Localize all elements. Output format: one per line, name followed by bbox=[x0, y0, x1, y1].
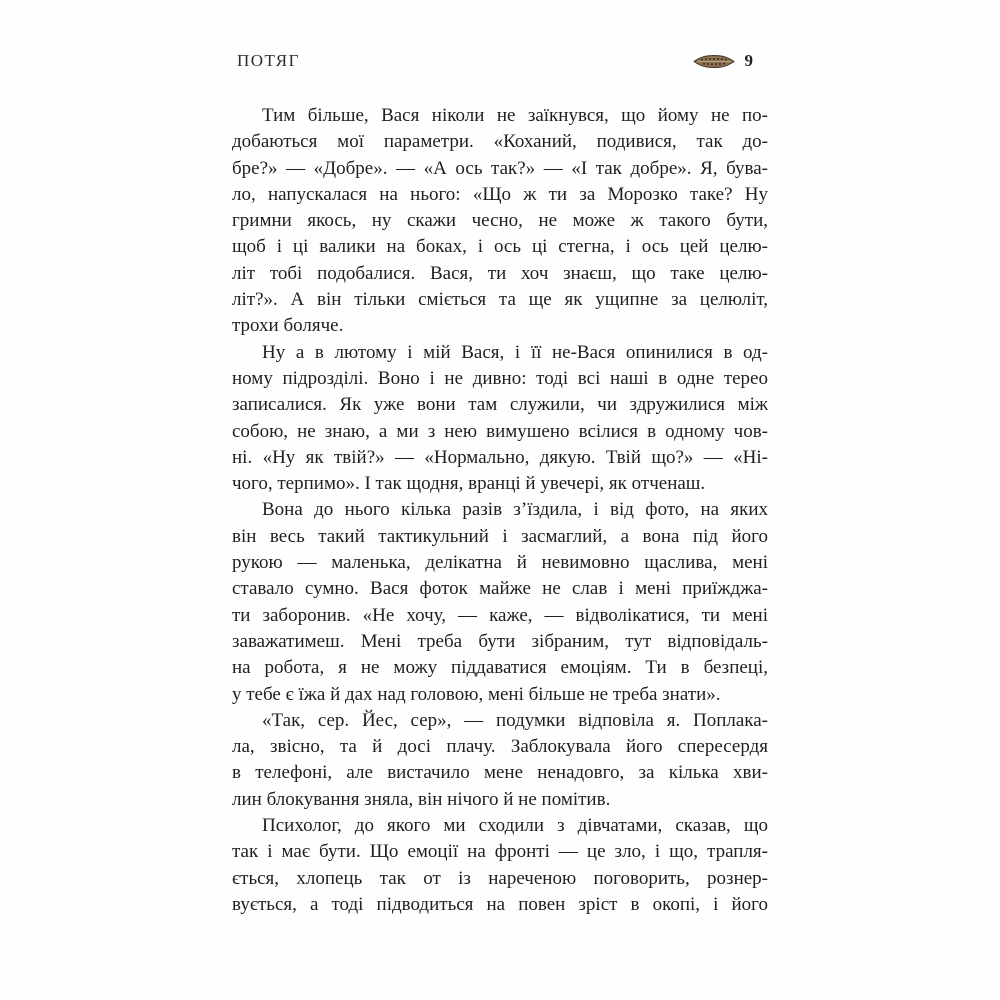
text-line: бре?» — «Добре». — «А ось так?» — «І так добре». Я, бува- bbox=[232, 157, 768, 179]
text-line: «Так, сер. Йес, сер», — подумки відповіла я. Поплака- bbox=[262, 709, 768, 731]
page-number: 9 bbox=[744, 51, 753, 70]
text-line: гримни якось, ну скажи чесно, не може ж такого бути, bbox=[232, 210, 768, 232]
text-line: ється, хлопець так от із нареченою поговорить, рознер- bbox=[232, 867, 768, 889]
text-line: добаються мої параметри. «Коханий, подивися, так до- bbox=[232, 131, 768, 153]
text-line: ла, звісно, та й досі плачу. Заблокувала його спересердя bbox=[232, 736, 768, 758]
text-line: ти заборонив. «Не хочу, — каже, — відволікатися, ти мені bbox=[232, 604, 768, 626]
text-line: трохи боляче. bbox=[232, 315, 344, 337]
text-line: щоб і ці валики на боках, і ось ці стегна, і ось цей целю- bbox=[232, 236, 768, 258]
text-line: в телефоні, але вистачило мене ненадовго, за кілька хви- bbox=[232, 762, 768, 784]
text-line: так і має бути. Що емоції на фронті — це зло, і що, трапля- bbox=[232, 841, 768, 863]
text-line: записалися. Як уже вони там служили, чи здружилися між bbox=[232, 394, 768, 416]
text-line: вується, а тоді підводиться на повен зріст в окопі, і його bbox=[232, 893, 768, 915]
text-line: собою, не знаю, а ми з нею вимушено всілися в одному чов- bbox=[232, 420, 768, 442]
text-line: ло, напускалася на нього: «Що ж ти за Морозко таке? Ну bbox=[232, 183, 768, 205]
text-line: він весь такий тактикульний і засмаглий, а вона під його bbox=[232, 525, 768, 547]
text-line: Психолог, до якого ми сходили з дівчатами, сказав, що bbox=[262, 815, 768, 837]
text-line: ставало сумно. Вася фоток майже не слав і мені приїжджа- bbox=[232, 578, 768, 600]
text-line: рукою — маленька, делікатна й невимовно щаслива, мені bbox=[232, 552, 768, 574]
marquise-ornament-icon bbox=[693, 55, 735, 68]
text-line: на робота, я не можу піддаватися емоціям. Ти в безпеці, bbox=[232, 657, 768, 679]
text-line: Ну а в лютому і мій Вася, і її не-Вася опинилися в од- bbox=[262, 341, 768, 363]
text-block bbox=[232, 103, 768, 918]
text-line: заважатимеш. Мені треба бути зібраним, тут відповідаль- bbox=[232, 630, 768, 652]
text-line: Вона до нього кілька разів з’їздила, і від фото, на яких bbox=[262, 499, 768, 521]
text-line: літ?». А він тільки сміється та ще як ущипне за целюліт, bbox=[232, 289, 768, 311]
text-line: чого, терпимо». І так щодня, вранці й увечері, як отченаш. bbox=[232, 473, 706, 495]
text-line: ні. «Ну як твій?» — «Нормально, дякую. Твій що?» — «Ні- bbox=[232, 446, 768, 468]
running-title: ПОТЯГ bbox=[237, 51, 300, 70]
text-line: Тим більше, Вася ніколи не заїкнувся, що йому не по- bbox=[262, 105, 768, 126]
text-line: ному підрозділі. Воно і не дивно: тоді всі наші в одне терео bbox=[232, 367, 768, 389]
header-right bbox=[693, 51, 754, 71]
text-line: у тебе є їжа й дах над головою, мені більше не треба знати». bbox=[232, 683, 721, 705]
page-header bbox=[237, 50, 753, 72]
text-line: літ тобі подобалися. Вася, ти хоч знаєш, що таке целю- bbox=[232, 262, 768, 284]
text-line: лин блокування зняла, він нічого й не помітив. bbox=[232, 788, 611, 810]
